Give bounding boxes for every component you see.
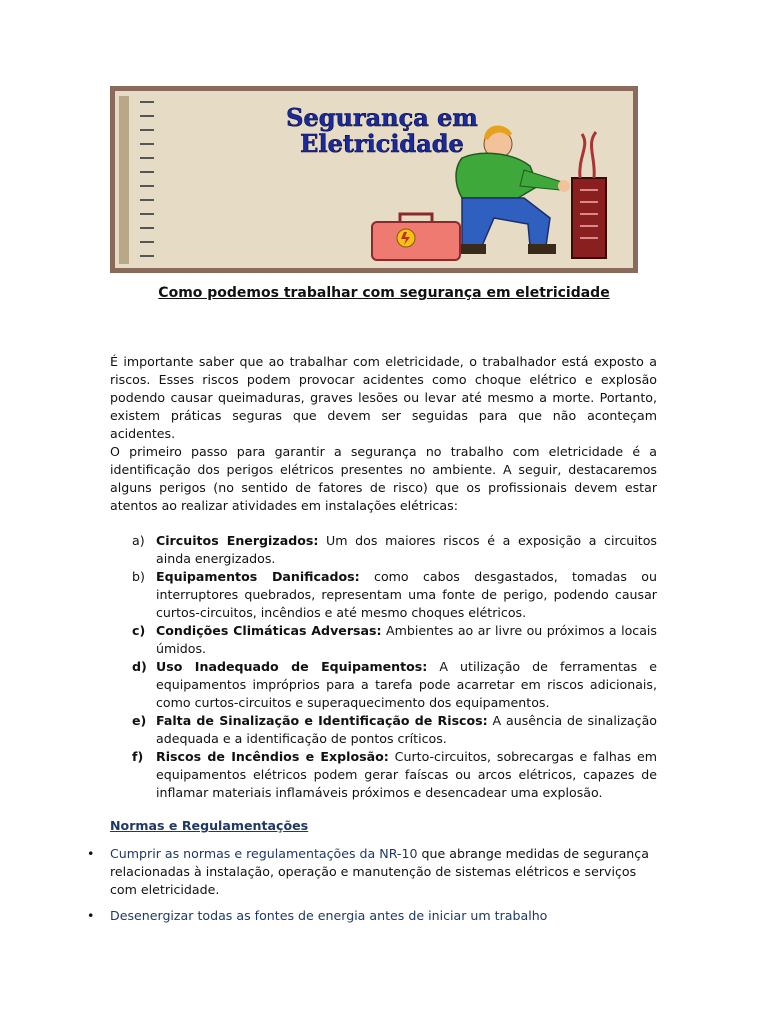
- risk-description: A utilização de ferramentas e equipamentos impróprios para a tarefa pode acarretar em riscos adicionais, como curtos-circuitos e superaquecimento dos equipamentos.: [156, 659, 657, 710]
- banner-title-line1: Segurança em: [286, 103, 478, 132]
- bullet-icon: •: [87, 908, 95, 923]
- document-title: Como podemos trabalhar com segurança em eletricidade: [158, 285, 610, 301]
- list-item: [85, 907, 660, 925]
- risk-term: Condições Climáticas Adversas:: [156, 623, 382, 638]
- list-marker: b): [132, 569, 145, 584]
- list-item: [110, 532, 657, 568]
- risk-term: Equipamentos Danificados:: [156, 569, 360, 584]
- list-item: [110, 748, 657, 802]
- risk-term: Uso Inadequado de Equipamentos:: [156, 659, 428, 674]
- banner-illustration: [110, 86, 638, 273]
- intro-paragraph: É importante saber que ao trabalhar com eletricidade, o trabalhador está exposto a riscos. Esses riscos podem provocar acidentes como choque elétrico e explosão podendo causar queimaduras, graves lesões ou levar até mesmo a morte. Portanto, existem práticas seguras que devem ser seguidas para que não aconteçam acidentes.: [110, 354, 657, 441]
- risk-term: Riscos de Incêndios e Explosão:: [156, 749, 389, 764]
- list-marker: c): [132, 623, 146, 638]
- bullet-icon: •: [87, 846, 95, 861]
- risk-description: como cabos desgastados, tomadas ou interruptores quebrados, representam uma fonte de perigo, podendo causar curtos-circuitos, incêndios e até mesmo choques elétricos.: [156, 569, 657, 620]
- list-marker: f): [132, 749, 144, 764]
- section-heading: Normas e Regulamentações: [110, 818, 309, 833]
- risk-description: A ausência de sinalização adequada e a identificação de pontos críticos.: [156, 713, 657, 746]
- risk-term: Falta de Sinalização e Identificação de Riscos:: [156, 713, 488, 728]
- norms-bullet-list: [85, 845, 660, 933]
- risk-term: Circuitos Energizados:: [156, 533, 319, 548]
- list-marker: e): [132, 713, 147, 728]
- banner-title-line2: Eletricidade: [300, 129, 464, 158]
- bullet-highlight: Desenergizar todas as fontes de energia antes de iniciar um trabalho: [110, 908, 548, 923]
- list-item: [110, 622, 657, 658]
- list-marker: d): [132, 659, 147, 674]
- list-marker: a): [132, 533, 145, 548]
- risk-description: Curto-circuitos, sobrecargas e falhas em equipamentos elétricos podem gerar faíscas ou arcos elétricos, capazes de inflamar materiais inflamáveis próximos e desencadear uma explosão.: [156, 749, 657, 800]
- risk-description: Ambientes ao ar livre ou próximos a locais úmidos.: [156, 623, 657, 656]
- bullet-text: que abrange medidas de segurança relacionadas à instalação, operação e manutenção de sistemas elétricos e serviços com eletricidade.: [110, 846, 649, 897]
- risk-list: [110, 532, 657, 802]
- risk-description: Um dos maiores riscos é a exposição a circuitos ainda energizados.: [156, 533, 657, 566]
- list-item: [110, 658, 657, 712]
- first-step-paragraph: O primeiro passo para garantir a segurança no trabalho com eletricidade é a identificação dos perigos elétricos presentes no ambiente. A seguir, destacaremos alguns perigos (no sentido de fatores de risco) que os profissionais devem estar atentos ao realizar atividades em instalações elétricas:: [110, 444, 657, 513]
- list-item: [110, 568, 657, 622]
- list-item: [85, 845, 660, 899]
- bullet-highlight: Cumprir as normas e regulamentações da NR-10: [110, 846, 418, 861]
- list-item: [110, 712, 657, 748]
